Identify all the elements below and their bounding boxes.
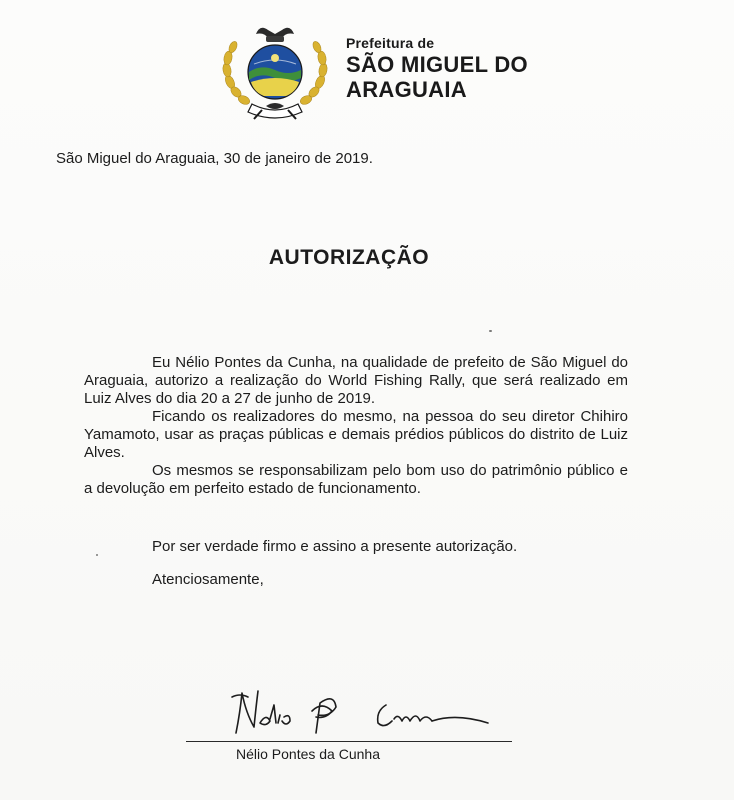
letterhead-city-line1: SÃO MIGUEL DO (346, 52, 528, 77)
letterhead-city-line2: ARAGUAIA (346, 77, 467, 102)
regards-line: Atenciosamente, (152, 571, 264, 588)
date-line: São Miguel do Araguaia, 30 de janeiro de 2019. (56, 150, 373, 167)
signature-line (186, 741, 512, 742)
signer-name: Nélio Pontes da Cunha (236, 746, 380, 762)
letterhead-prefix: Prefeitura de (346, 35, 435, 51)
handwritten-signature (226, 683, 516, 741)
closing-statement: Por ser verdade firmo e assino a presente autorização. (152, 538, 518, 555)
body-paragraph: Os mesmos se responsabilizam pelo bom uso do patrimônio público e a devolução em perfeito estado de funcionamento. (84, 462, 628, 497)
body-paragraph: Eu Nélio Pontes da Cunha, na qualidade de prefeito de São Miguel do Araguaia, autorizo a realização do World Fishing Rally, que será realizado em Luiz Alves do dia 20 a 27 de junho de 2019. (84, 354, 628, 407)
scan-speck (96, 554, 98, 556)
body-paragraph: Ficando os realizadores do mesmo, na pessoa do seu diretor Chihiro Yamamoto, usar as praças públicas e demais prédios públicos do distrito de Luiz Alves. (84, 408, 628, 461)
document-title: AUTORIZAÇÃO (268, 246, 430, 269)
scan-speck (489, 330, 492, 332)
letterhead-title (346, 34, 528, 102)
municipal-coat-of-arms-icon (216, 20, 334, 120)
document-body (84, 354, 628, 498)
